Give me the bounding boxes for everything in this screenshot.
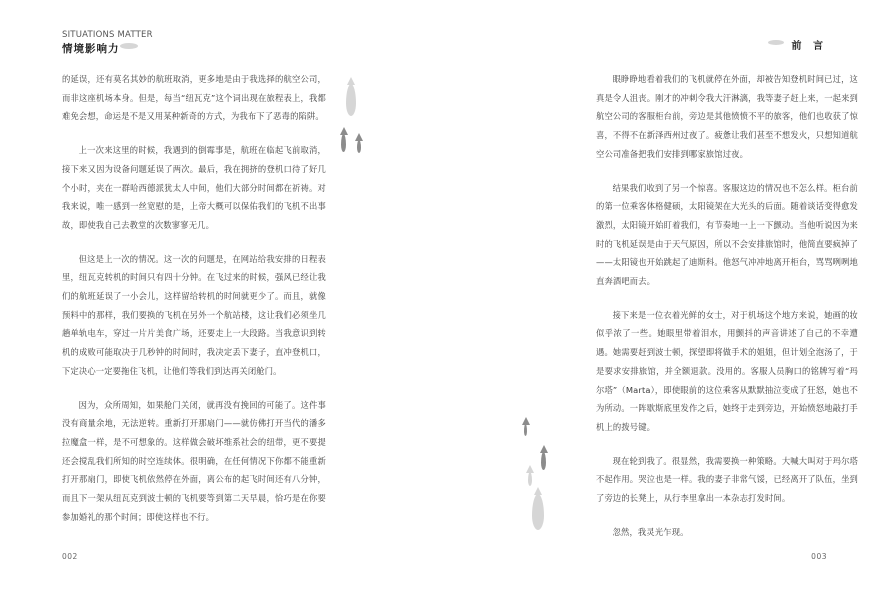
left-body-text (62, 70, 326, 541)
fish-icon (341, 134, 346, 152)
paragraph: 因为，众所周知，如果舱门关闭，就再没有挽回的可能了。这件事没有商量余地，无法逆转。重新打开那扇门——就仿佛打开当代的潘多拉魔盒一样，是不可想象的。这样做会破坏维系社会的纽带，更不要提还会搅乱我们所知的时空连续体。很明确，在任何情况下你都不能重新打开那扇门，即使飞机依然停在外面，离公布的起飞时间还有八分钟，而且下一架从纽瓦克到波士顿的飞机要等到第二天早晨，恰巧是在你要参加婚礼的那个时间；即使这样也不行。 (62, 399, 326, 522)
paragraph: 的延误，还有莫名其妙的航班取消，更多地是由于我选择的航空公司，而非这座机场本身。但是，每当“纽瓦克”这个词出现在旅程表上，我都难免会想，命运是不是又用某种新奇的方式，为我布下了恶毒的陷阱。 (62, 74, 326, 122)
header-fish-icon (120, 43, 138, 49)
paragraph: 上一次来这里的时候，我遇到的倒霉事是，航班在临起飞前取消，接下来又因为设备问题延误了两次。最后，我在拥挤的登机口待了好几个小时，夹在一群哈西德派犹太人中间，他们大部分时间都在祈祷。对我来说，唯一感到一丝宽慰的是，上帝大概可以保佑我们的飞机不出事故，即使我自己去教堂的次数寥寥无几。 (62, 145, 326, 230)
fish-icon (532, 494, 544, 530)
paragraph: 现在轮到我了。很显然，我需要换一种策略。大喊大叫对于玛尔塔不起作用。哭泣也是一样。我的妻子非常气馁，已经离开了队伍，坐到了旁边的长凳上，从行李里拿出一本杂志打发时间。 (596, 455, 858, 504)
right-body-text (596, 70, 858, 556)
page-number: 002 (62, 552, 78, 561)
fish-icon (528, 472, 532, 486)
page-number: 003 (811, 552, 827, 561)
paragraph: 接下来是一位衣着光鲜的女士，对于机场这个地方来说，她画的妆似乎浓了一些。她眼里带着泪水，用颤抖的声音讲述了自己的不幸遭遇。她需要赶到波士顿，探望即将做手术的姐姐，但计划全泡汤了，于是要求安排旅馆，并全额退款。没用的。客服人员胸口的铭牌写着“玛尔塔”（Marta），即使眼前的这位乘客从默默抽泣变成了狂怒，她也不为所动。一阵歇斯底里发作之后，她终于走到旁边，开始愤怒地敲打手机上的拨号键。 (596, 309, 858, 432)
fish-icon (541, 452, 546, 470)
chapter-title: 前 言 (791, 41, 827, 52)
book-title-en: SITUATIONS MATTER (62, 30, 153, 40)
paragraph: 但这是上一次的情况。这一次的问题是，在网站给我安排的日程表里，纽瓦克转机的时间只有四十分钟。在飞过来的时候，强风已经让我们的航班延误了一小会儿，这样留给转机的时间就更少了。而且，就像预料中的那样，我们要换的飞机在另外一个航站楼，这让我们必须坐几趟单轨电车，穿过一片片美食广场，还要走上一大段路。当我意识到转机的成败可能取决于几秒钟的时间时，我决定丢下妻子，直冲登机口，下定决心一定要拖住飞机，让他们等我们到达再关闭舱门。 (62, 253, 326, 376)
right-page (444, 0, 887, 600)
left-page (0, 0, 443, 600)
paragraph: 眼睁睁地看着我们的飞机就停在外面，却被告知登机时间已过，这真是令人沮丧。刚才的冲刺令我大汗淋漓，我等妻子赶上来，一起来到航空公司的客服柜台前，旁边是其他愤愤不平的旅客，他们也收获了惊喜，不得不在新泽西州过夜了。疲惫让我们甚至不想发火，只想知道航空公司准备把我们安排到哪家旅馆过夜。 (596, 74, 858, 159)
book-title-cn: 情境影响力 (62, 43, 120, 55)
fish-icon (346, 84, 356, 116)
paragraph: 结果我们收到了另一个惊喜。客服这边的情况也不怎么样。柜台前的第一位乘客体格健硕，太阳镜架在大光头的后面。随着谈话变得愈发激烈，太阳镜开始盯着我们，有节奏地一上一下颤动。当他听说因为来时的飞机延误是由于天气原因，所以不会安排旅馆时，他简直要疯掉了——太阳镜也开始跳起了迪斯科。他怒气冲冲地离开柜台，骂骂咧咧地直奔酒吧而去。 (596, 182, 858, 287)
header-fish-icon (768, 40, 784, 45)
fish-icon (524, 424, 527, 436)
fish-icon (357, 140, 361, 153)
paragraph: 忽然，我灵光乍现。 (612, 526, 689, 537)
